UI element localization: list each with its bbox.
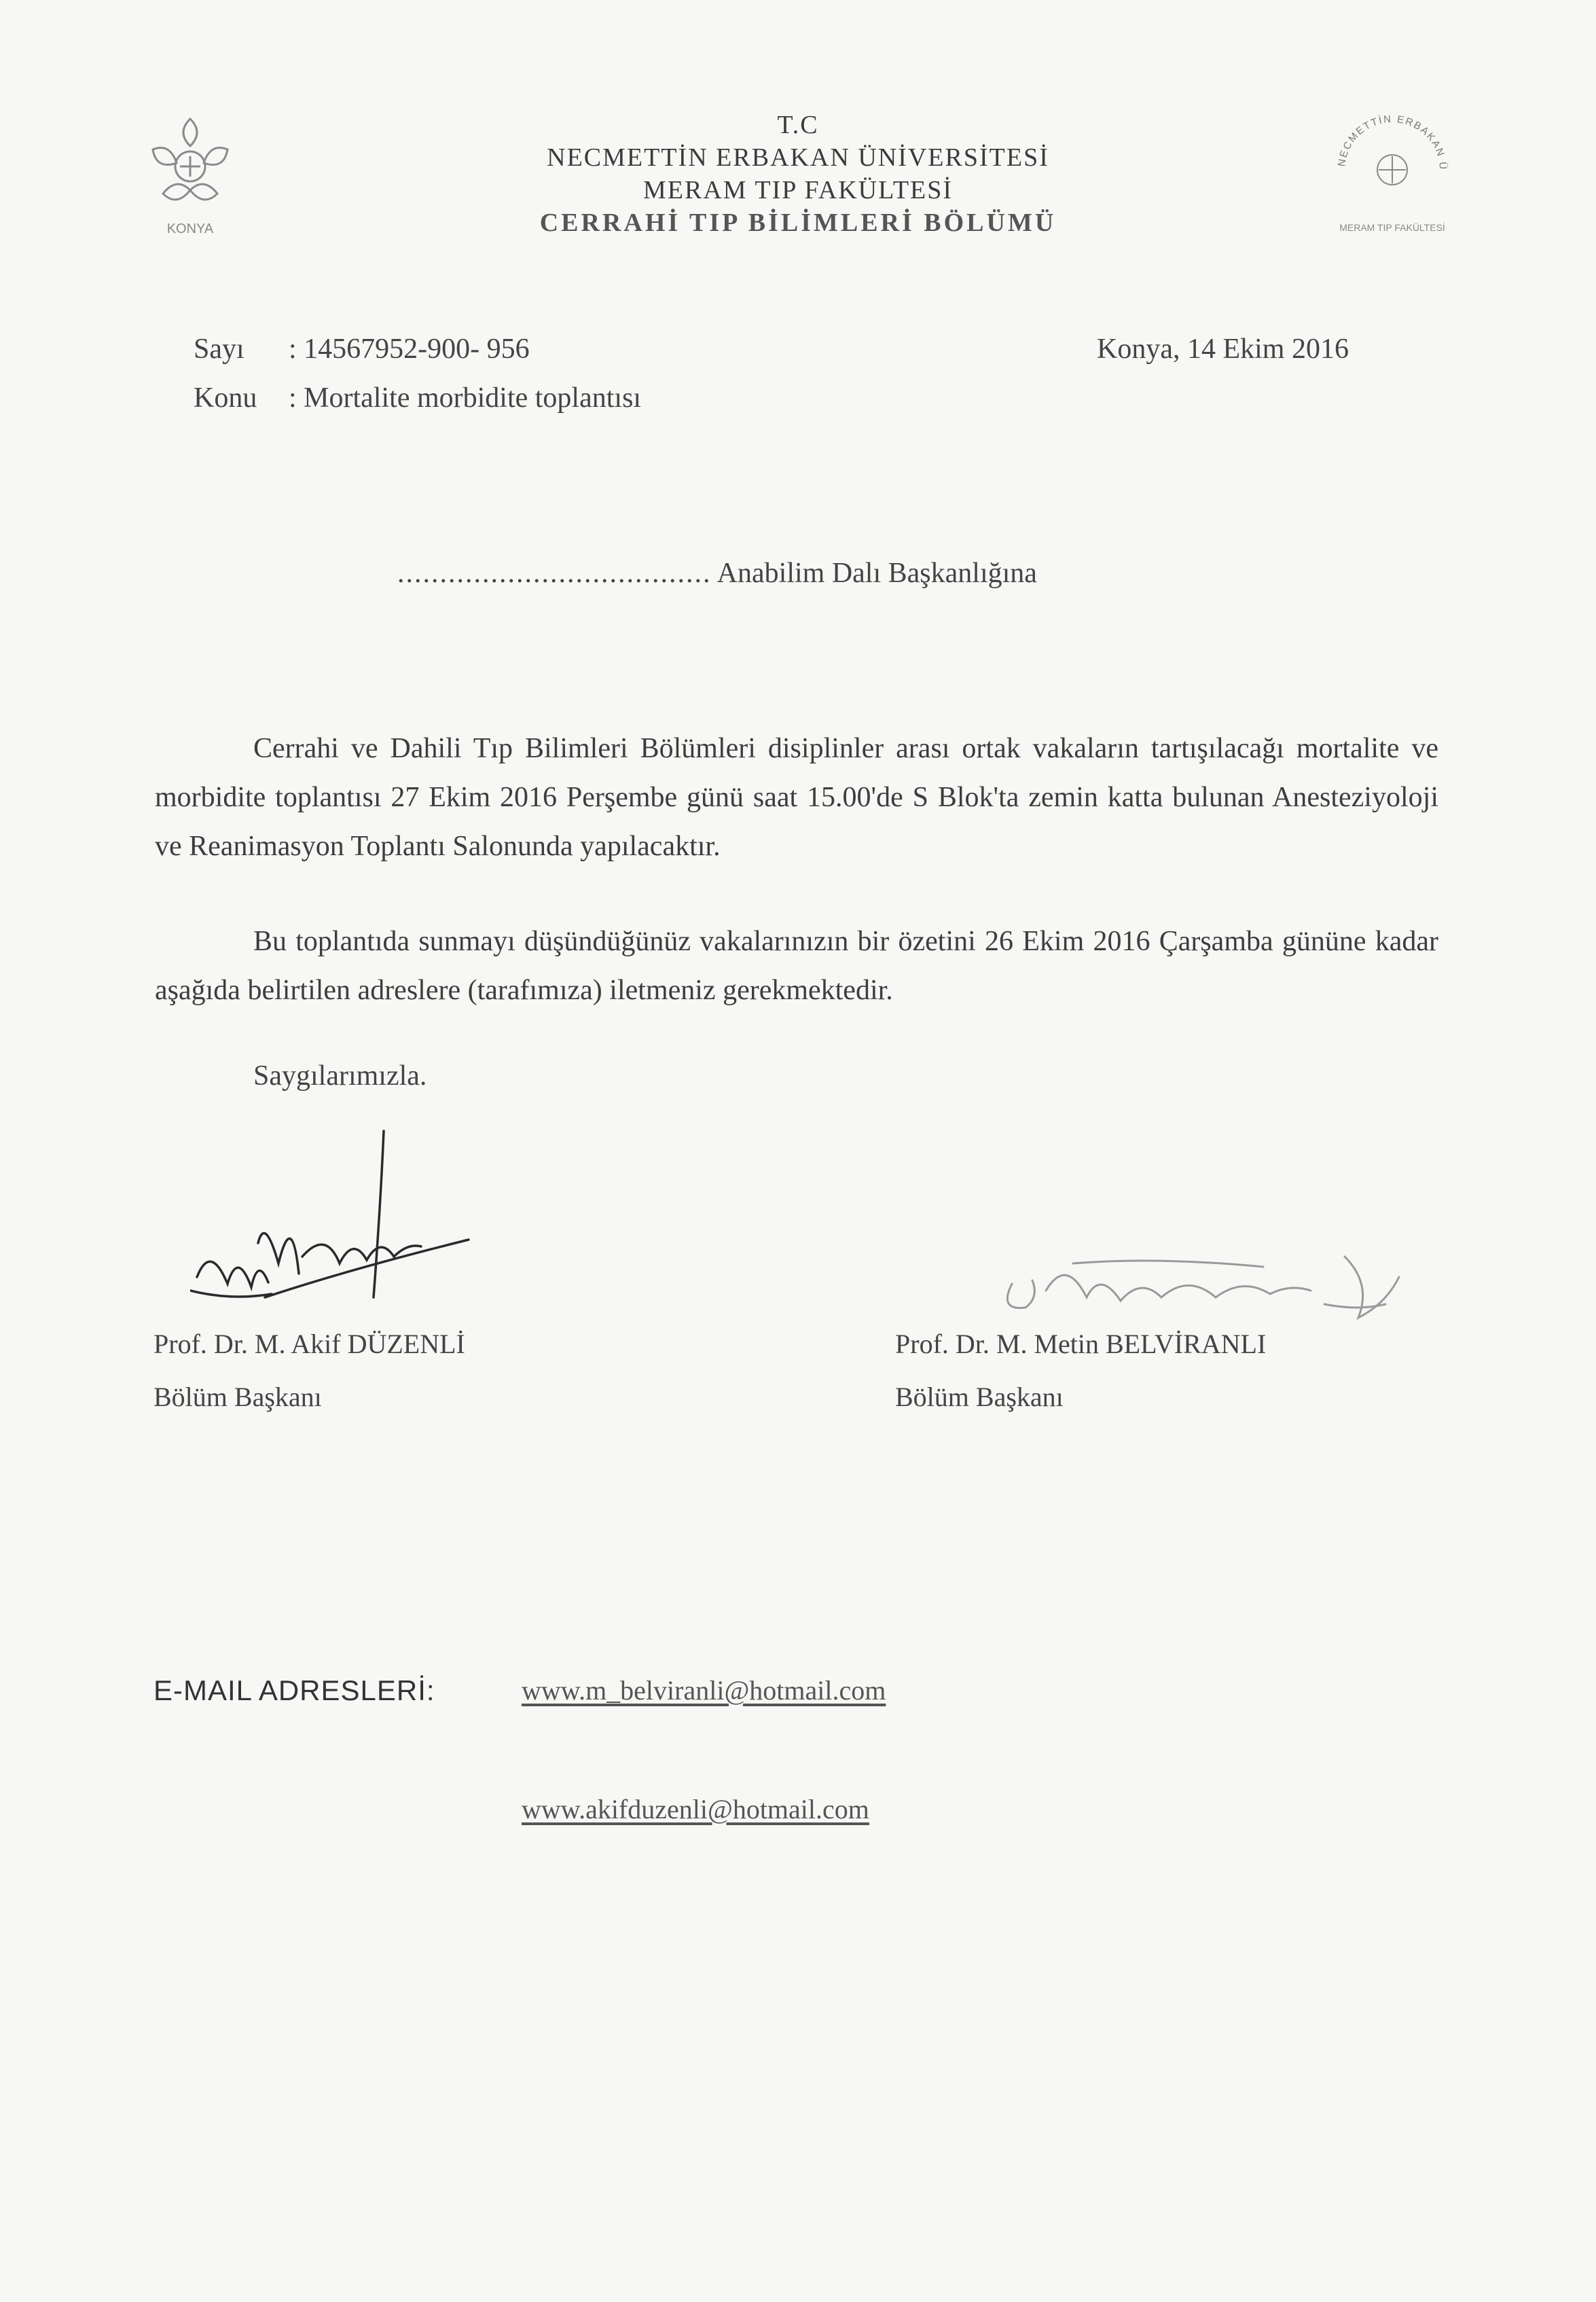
signatory-left-title: Bölüm Başkanı bbox=[153, 1382, 322, 1412]
email-addresses-label: E-MAIL ADRESLERİ: bbox=[153, 1674, 435, 1706]
seal-text: NECMETTİN ERBAKAN Ü bbox=[1335, 113, 1449, 171]
sayi-label: Sayı bbox=[194, 334, 244, 365]
logo-caption: KONYA bbox=[166, 221, 214, 236]
university-seal bbox=[1324, 102, 1460, 245]
body-paragraph-2: Bu toplantıda sunmayı düşündüğünüz vakalarınızın bir özetini 26 Ekim 2016 Çarşamba gününe kadar aşağıda belirtilen adreslere (tarafımıza) iletmeniz gerekmektedir. bbox=[155, 926, 1438, 1006]
addressee-dots: ..................................... bbox=[397, 558, 712, 589]
header-department: CERRAHİ TIP BİLİMLERİ BÖLÜMÜ bbox=[539, 209, 1057, 237]
signatory-left bbox=[153, 1318, 465, 1424]
seal-caption: MERAM TIP FAKÜLTESİ bbox=[1339, 222, 1445, 233]
konu-label: Konu bbox=[194, 382, 257, 414]
sayi-value: : 14567952-900- 956 bbox=[289, 334, 530, 365]
email-link-duzenli[interactable]: www.akifduzenli@hotmail.com bbox=[522, 1794, 869, 1824]
addressee-text: Anabilim Dalı Başkanlığına bbox=[711, 558, 1037, 589]
signature-left bbox=[190, 1128, 509, 1331]
signatory-left-name: Prof. Dr. M. Akif DÜZENLİ bbox=[153, 1329, 465, 1359]
reference-number bbox=[194, 333, 530, 365]
email-link-belviranli[interactable]: www.m_belviranli@hotmail.com bbox=[522, 1675, 886, 1706]
body-paragraph-1: Cerrahi ve Dahili Tıp Bilimleri Bölümleri disiplinler arası ortak vakaların tartışılacağı mortalite ve morbidite toplantısı 27 Ekim 2016 Perşembe günü saat 15.00'de S Blok'ta zemin katta bulunan Anesteziyoloji ve Reanimasyon Toplantı Salonunda yapılacaktır. bbox=[155, 733, 1438, 862]
letterhead bbox=[407, 109, 1189, 239]
svg-text:NECMETTİN ERBAKAN ÜNİVERSİTESİ bbox=[1324, 102, 1449, 171]
header-line-tc: T.C bbox=[777, 111, 819, 139]
subject-line bbox=[194, 382, 641, 414]
signatory-right-name: Prof. Dr. M. Metin BELVİRANLI bbox=[895, 1329, 1267, 1359]
konya-logo bbox=[139, 112, 241, 241]
closing-greeting: Saygılarımızla. bbox=[253, 1060, 427, 1092]
konu-value: : Mortalite morbidite toplantısı bbox=[289, 382, 642, 414]
signatory-right bbox=[895, 1318, 1266, 1424]
header-university: NECMETTİN ERBAKAN ÜNİVERSİTESİ bbox=[547, 143, 1049, 172]
signatory-right-title: Bölüm Başkanı bbox=[895, 1382, 1064, 1412]
addressee bbox=[397, 557, 1037, 590]
letter-date: Konya, 14 Ekim 2016 bbox=[1097, 334, 1349, 365]
header-faculty: MERAM TIP FAKÜLTESİ bbox=[642, 176, 954, 204]
